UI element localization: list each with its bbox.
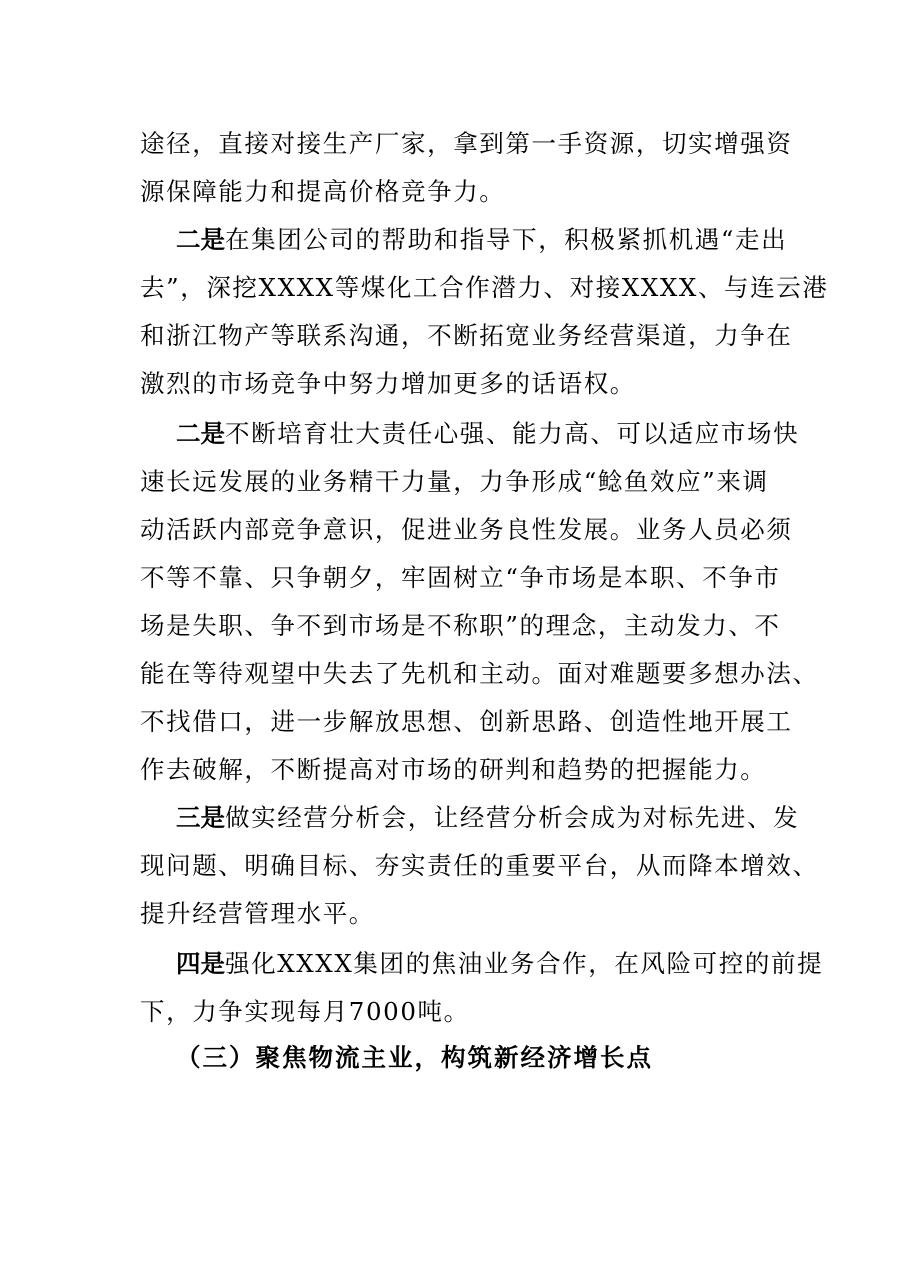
paragraph-line: 动活跃内部竞争意识，促进业务良性发展。业务人员必须 (140, 515, 793, 544)
paragraph-line: 和浙江物产等联系沟通，不断拓宽业务经营渠道，力争在 (140, 321, 793, 350)
paragraph-line: 速长远发展的业务精干力量，力争形成“鲶鱼效应”来调 (140, 467, 769, 496)
paragraph-lead: 二是 (176, 419, 225, 448)
paragraph-first-line (176, 940, 824, 988)
paragraph-line: 场是失职、争不到市场是不称职”的理念，主动发力、不 (140, 611, 781, 640)
paragraph-line: 能在等待观望中失去了先机和主动。面对难题要多想办法、 (140, 659, 819, 688)
paragraph-line-text: 强化XXXX集团的焦油业务合作，在风险可控的前提 (225, 949, 824, 978)
paragraph-line-text: 不断培育壮大责任心强、能力高、可以适应市场快 (225, 419, 800, 448)
paragraph-line: 激烈的市场竞争中努力增加更多的话语权。 (140, 369, 636, 398)
paragraph-line: 提升经营管理水平。 (140, 899, 375, 928)
section-heading: （三）聚焦物流主业，构筑新经济增长点 (176, 1043, 653, 1072)
paragraph-line-text: 做实经营分析会，让经营分析会成为对标先进、发 (225, 803, 800, 832)
paragraph-line: 源保障能力和提高价格竞争力。 (140, 177, 506, 206)
paragraph-lead: 三是 (176, 803, 225, 832)
paragraph-first-line (176, 410, 800, 458)
paragraph-first-line (176, 794, 800, 842)
paragraph-line: 不找借口，进一步解放思想、创新思路、创造性地开展工 (140, 707, 793, 736)
paragraph-lead: 二是 (176, 225, 225, 254)
paragraph-lead: 四是 (176, 949, 225, 978)
paragraph-first-line (176, 216, 788, 264)
paragraph-line: 作去破解，不断提高对市场的研判和趋势的把握能力。 (140, 755, 767, 784)
paragraph-line: 下，力争实现每月7000吨。 (140, 997, 470, 1026)
paragraph-line: 途径，直接对接生产厂家，拿到第一手资源，切实增强资 (140, 129, 793, 158)
paragraph-line: 现问题、明确目标、夯实责任的重要平台，从而降本增效、 (140, 851, 819, 880)
paragraph-line: 不等不靠、只争朝夕，牢固树立“争市场是本职、不争市 (140, 563, 781, 592)
paragraph-line-text: 在集团公司的帮助和指导下，积极紧抓机遇“走出 (225, 225, 788, 254)
paragraph-line: 去”，深挖XXXX等煤化工合作潜力、对接XXXX、与连云港 (140, 273, 829, 302)
